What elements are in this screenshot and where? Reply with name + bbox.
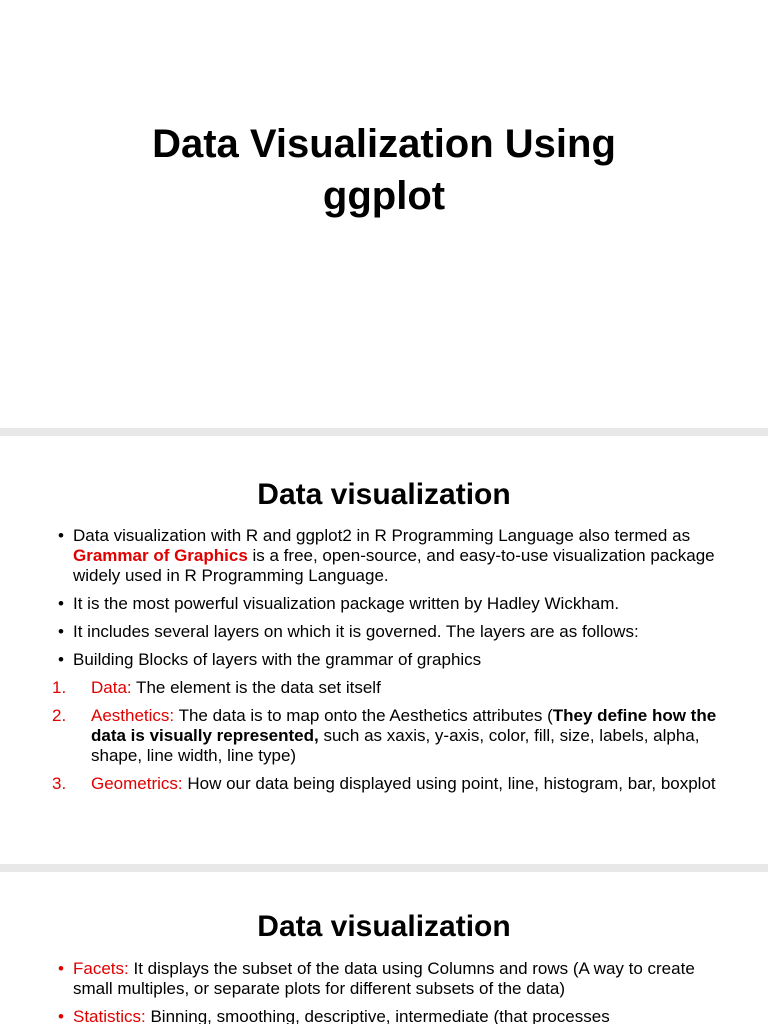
numbered-item-aesthetics [52, 706, 728, 766]
title-line-2: ggplot [322, 174, 446, 218]
slide-heading: Data visualization [257, 910, 511, 943]
bullet-label: Facets: [73, 959, 129, 978]
bullet-label: Statistics: [73, 1007, 146, 1024]
bullet-dot: • [58, 622, 64, 641]
bullet-dot: • [58, 526, 64, 545]
item-text: How our data being displayed using point, line, histogram, bar, boxplot [182, 774, 716, 793]
bullet-text: It is the most powerful visualization package written by Hadley Wickham. [73, 594, 620, 613]
item-label: Data: [91, 678, 132, 697]
item-label: Aesthetics: [91, 706, 175, 725]
title-line-1: Data Visualization Using [152, 122, 616, 166]
highlight-grammar-of-graphics: Grammar of Graphics [73, 546, 248, 565]
slide-body [58, 959, 728, 1024]
item-bold-text: They define how the data is visually represented, [91, 706, 717, 745]
slide-data-visualization-2 [0, 872, 768, 1024]
slide-title [0, 0, 768, 428]
numbered-item-data [52, 678, 728, 698]
bullet-text: Building Blocks of layers with the grammar of graphics [73, 650, 482, 669]
slide-body [52, 526, 728, 802]
item-number: 3. [52, 774, 67, 793]
bullet-item [58, 959, 728, 999]
bullet-text: Data visualization with R and ggplot2 in R Programming Language also termed as [73, 526, 691, 545]
numbered-item-geometrics [52, 774, 728, 794]
bullet-dot: • [58, 650, 64, 669]
bullet-item [58, 1007, 728, 1024]
item-number: 1. [52, 678, 67, 697]
bullet-text: It displays the subset of the data using Columns and rows (A way to create small multiples, or separate plots for different subsets of the data) [73, 959, 695, 998]
slide-heading: Data visualization [257, 478, 511, 511]
bullet-item [58, 526, 728, 586]
item-text: The element is the data set itself [131, 678, 381, 697]
bullet-text: It includes several layers on which it is governed. The layers are as follows: [73, 622, 639, 641]
bullet-item [58, 622, 728, 642]
bullet-dot: • [58, 1007, 64, 1024]
bullet-dot: • [58, 594, 64, 613]
presentation-title [0, 118, 768, 222]
bullet-text: Binning, smoothing, descriptive, intermediate (that processes [145, 1007, 610, 1024]
slide-data-visualization-1 [0, 436, 768, 864]
bullet-item [58, 594, 728, 614]
item-text: The data is to map onto the Aesthetics attributes ( [174, 706, 553, 725]
bullet-dot: • [58, 959, 64, 978]
item-label: Geometrics: [91, 774, 183, 793]
item-number: 2. [52, 706, 67, 725]
bullet-item [58, 650, 728, 670]
item-text-cont: such as xaxis, y-axis, color, fill, size, labels, alpha, shape, line width, line type) [91, 726, 700, 765]
bullet-text-cont: is a free, open-source, and easy-to-use visualization package widely used in R Programming Language. [73, 546, 715, 585]
